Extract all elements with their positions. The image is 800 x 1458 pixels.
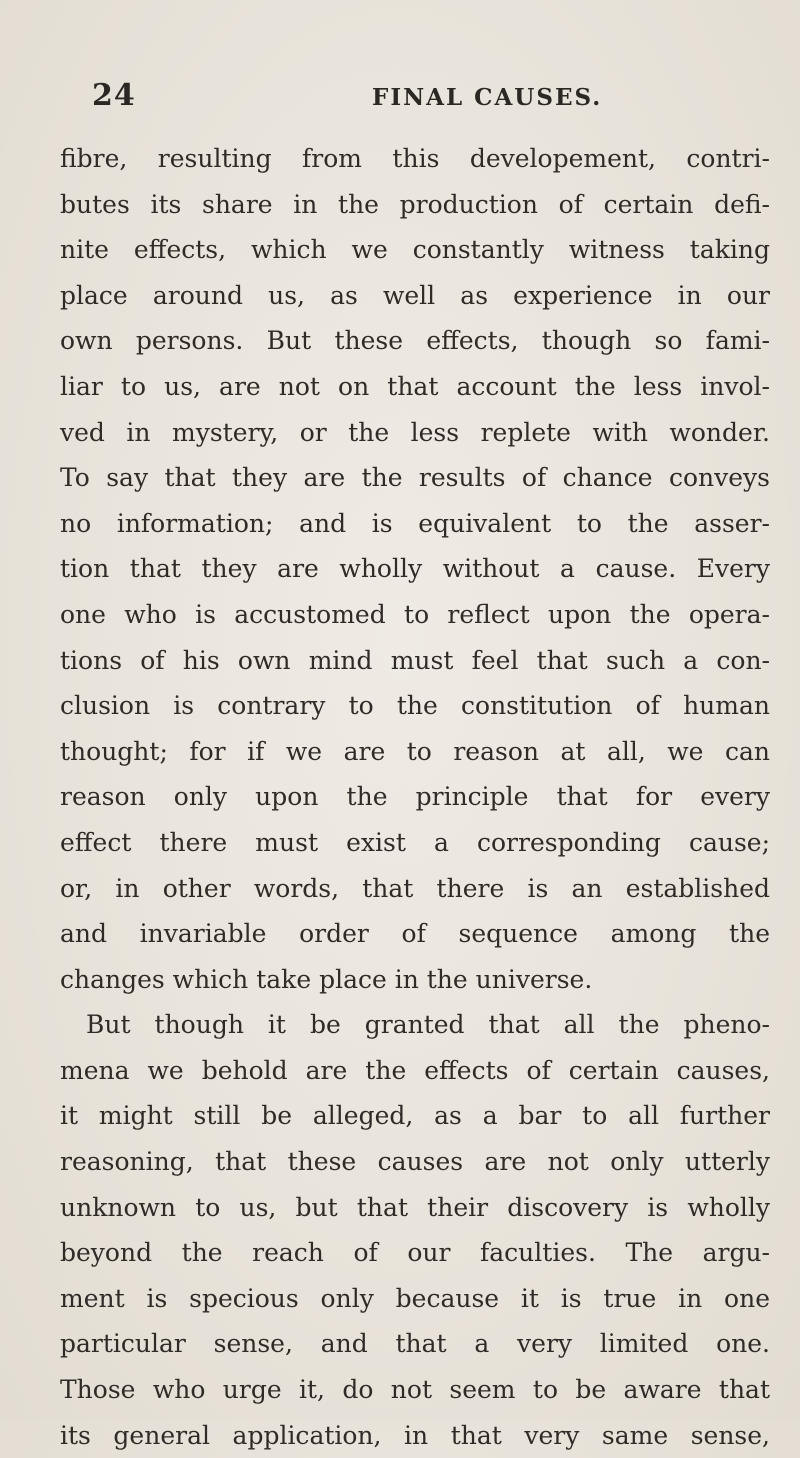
- text-line: its general application, in that very same sense,: [60, 1420, 770, 1450]
- text-line: clusion is contrary to the constitution of human: [60, 691, 770, 721]
- running-head: FINAL CAUSES.: [372, 84, 603, 111]
- text-line: liar to us, are not on that account the less invol-: [60, 371, 770, 401]
- text-line: no information; and is equivalent to the asser-: [60, 508, 770, 538]
- text-line: butes its share in the production of certain defi-: [60, 189, 770, 219]
- text-line: thought; for if we are to reason at all, we can: [60, 736, 770, 766]
- text-line: particular sense, and that a very limited one.: [60, 1329, 770, 1359]
- text-line: own persons. But these effects, though so fami-: [60, 326, 770, 356]
- text-line: beyond the reach of our faculties. The argu-: [60, 1238, 770, 1268]
- text-line: ment is specious only because it is true in one: [60, 1283, 770, 1313]
- text-line: unknown to us, but that their discovery is wholly: [60, 1192, 770, 1222]
- text-line: To say that they are the results of chance conveys: [60, 463, 770, 493]
- text-line: changes which take place in the universe.: [60, 964, 593, 994]
- text-line: one who is accustomed to reflect upon the opera-: [60, 599, 770, 629]
- page-header: [92, 78, 762, 118]
- text-line: place around us, as well as experience in our: [60, 280, 770, 310]
- text-line: ved in mystery, or the less replete with wonder.: [60, 417, 770, 447]
- text-line: mena we behold are the effects of certain causes,: [60, 1055, 770, 1085]
- text-line: it might still be alleged, as a bar to all further: [60, 1101, 770, 1131]
- text-line: or, in other words, that there is an established: [60, 873, 770, 903]
- body-text: [60, 136, 770, 1458]
- text-line: reasoning, that these causes are not only utterly: [60, 1147, 770, 1177]
- text-line: But though it be granted that all the pheno-: [86, 1010, 770, 1040]
- text-line: and invariable order of sequence among the: [60, 919, 770, 949]
- text-line: nite effects, which we constantly witness taking: [60, 235, 770, 265]
- page-number: 24: [92, 78, 136, 113]
- text-line: tions of his own mind must feel that such a con-: [60, 645, 770, 675]
- text-line: Those who urge it, do not seem to be aware that: [60, 1375, 770, 1405]
- text-line: fibre, resulting from this developement, contri-: [60, 144, 770, 173]
- text-line: effect there must exist a corresponding cause;: [60, 827, 770, 857]
- text-line: reason only upon the principle that for every: [60, 782, 770, 812]
- text-line: tion that they are wholly without a cause. Every: [60, 554, 770, 584]
